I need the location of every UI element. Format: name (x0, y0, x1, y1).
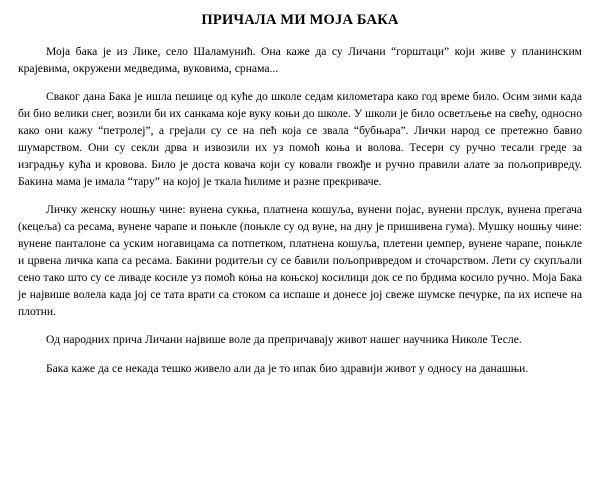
paragraph: Бака каже да се некада тешко живело али да је то ипак био здравији живот у односу на данашњи. (46, 361, 529, 375)
document-title: ПРИЧАЛА МИ МОЈА БАКА (201, 12, 399, 28)
paragraph: Од народних прича Личани највише воле да препричавају живот нашег научника Николе Тесле. (46, 333, 522, 347)
paragraph: Сваког дана Бака је ишла пешице од куће до школе седам километара како год време било. Осим зими када би био велики снег, возили би их санкама које вуку коњи до школе. У школи је било осветљење на свећу, односно како они кажу “петролеј”, а грејали су се на пећ која се звала “бубњара”. Лички народ се претежно бавио шумарством. Они су секли дрва и извозили их уз помоћ коња и волова. Тесери су ручно тесали греде за изградњу кућа и кровова. Било је доста ковача који су ковали гвожђе и ручно правили алате за пољопривреду. Бакина мама је имала “тару” на којој је ткала ћилиме и разне прекриваче. (18, 90, 582, 189)
paragraph: Личку женску ношњу чине: вунена сукња, платнена кошуља, вунени појас, вунени прслук, вунена прегача (кецеља) са ресама, вунене чарапе и поњкле (поњкле су од вуне, на дну је пришивена гума). Мушку ношњу чине: вунене панталоне са уским ногавицама са потпетком, платнена кошуља, плетени џемпер, вунене чарапе, поњкле и црвена личка капа са ресама. Бакини родитељи су се бавили пољопривредом и сточарством. Лети су скупљали сено тако што су се ливаде косиле уз помоћ коња на коњској косилици док се по брдима косило ручно. Моја Бака је највише волела када јој се тата врати са стоком са испаше и донесе јој свеже шумске печурке, па их испече на плотни. (18, 203, 582, 319)
paragraph: Моја бака је из Лике, село Шаламунић. Она каже да су Личани “горштаци” који живе у планинским крајевима, окружени медведима, вуковима, срнама... (18, 45, 582, 76)
